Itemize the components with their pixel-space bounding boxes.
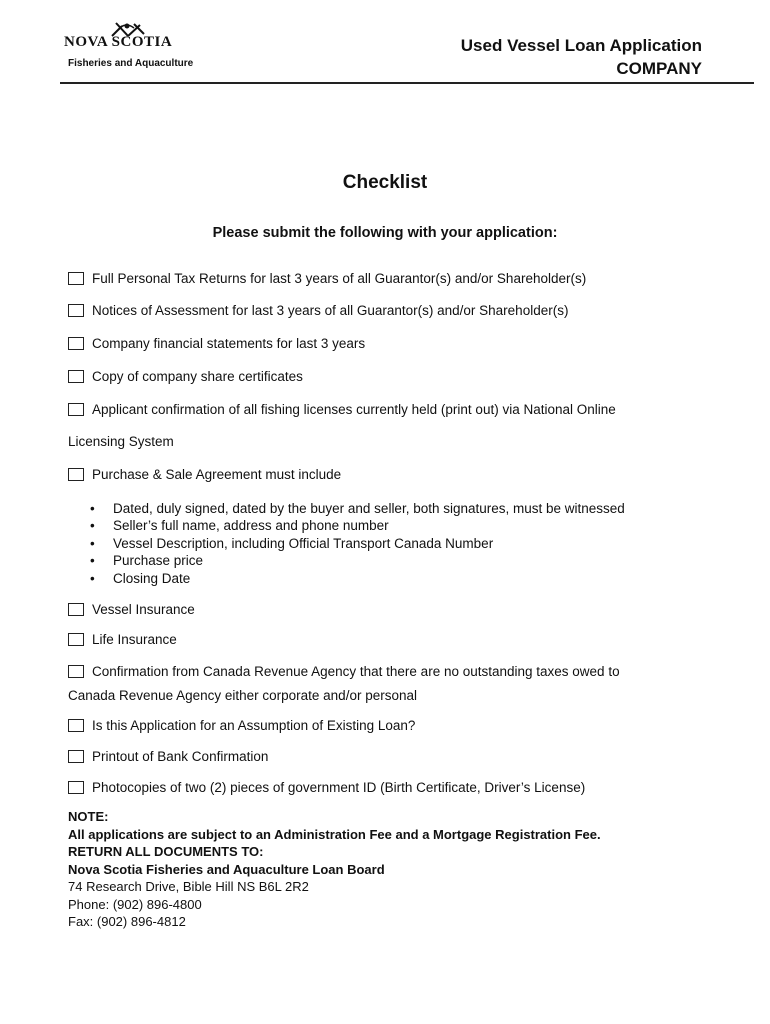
page-subtitle: Please submit the following with your application: [212, 225, 558, 241]
logo-name: NOVA SCOTIA [64, 34, 173, 50]
checklist-item-purchase-sale-agreement[interactable] [68, 467, 341, 482]
checklist-item-label: Is this Application for an Assumption of Existing Loan? [92, 718, 416, 733]
checklist-item-label: Printout of Bank Confirmation [92, 749, 269, 764]
checkbox[interactable] [68, 468, 84, 481]
fee-note: All applications are subject to an Administration Fee and a Mortgage Registration Fee. [68, 826, 601, 842]
checkbox[interactable] [68, 304, 84, 317]
agreement-requirements-list [90, 500, 625, 587]
page-header [60, 18, 754, 84]
page-title: Checklist [342, 172, 428, 193]
checkbox[interactable] [68, 370, 84, 383]
checklist-item-cra-confirmation[interactable] [68, 664, 620, 679]
footer-notes [68, 808, 601, 931]
checklist-item-government-id[interactable] [68, 780, 585, 795]
list-item: • Vessel Description, including Official Transport Canada Number [90, 535, 625, 552]
checklist-item-label: Vessel Insurance [92, 602, 195, 617]
note-label: NOTE: [68, 809, 109, 824]
phone: Phone: (902) 896-4800 [68, 896, 202, 912]
return-label: RETURN ALL DOCUMENTS TO: [68, 844, 264, 859]
logo-subtitle: Fisheries and Aquaculture [68, 58, 194, 69]
checklist-item-label: Confirmation from Canada Revenue Agency that there are no outstanding taxes owed to [92, 664, 620, 679]
checklist-item-life-insurance[interactable] [68, 632, 177, 647]
list-item: • Purchase price [90, 552, 625, 569]
title-line-2: COMPANY [616, 59, 702, 78]
checkbox[interactable] [68, 272, 84, 285]
fax: Fax: (902) 896-4812 [68, 914, 186, 929]
checkbox[interactable] [68, 403, 84, 416]
checklist-item-label: Company financial statements for last 3 years [92, 336, 366, 351]
checklist-item-label: Purchase & Sale Agreement must include [92, 467, 342, 482]
checklist-item-continuation: Canada Revenue Agency either corporate and/or personal [68, 688, 417, 703]
checklist-item-label: Applicant confirmation of all fishing licenses currently held (print out) via National Online [92, 402, 616, 417]
checkbox[interactable] [68, 633, 84, 646]
checkbox[interactable] [68, 719, 84, 732]
title-line-1: Used Vessel Loan Application [460, 36, 702, 55]
address: 74 Research Drive, Bible Hill NS B6L 2R2 [68, 879, 309, 894]
checklist-item-label: Full Personal Tax Returns for last 3 years of all Guarantor(s) and/or Shareholder(s) [92, 271, 587, 286]
document-title [461, 34, 702, 80]
checklist-item-assumption-loan[interactable] [68, 718, 415, 733]
checklist-item-bank-confirmation[interactable] [68, 749, 268, 764]
checklist-item-label: Life Insurance [92, 632, 177, 647]
checkbox[interactable] [68, 750, 84, 763]
checklist-item-label: Notices of Assessment for last 3 years of all Guarantor(s) and/or Shareholder(s) [92, 303, 569, 318]
checklist-item-financial-statements[interactable] [68, 336, 365, 351]
checklist-item-label: Photocopies of two (2) pieces of government ID (Birth Certificate, Driver’s License) [92, 780, 586, 795]
checklist-item-label: Copy of company share certificates [92, 369, 303, 384]
checklist-item-vessel-insurance[interactable] [68, 602, 195, 617]
checklist-item-share-certificates[interactable] [68, 369, 303, 384]
list-item: • Dated, duly signed, dated by the buyer and seller, both signatures, must be witnessed [90, 500, 625, 517]
list-item: • Closing Date [90, 570, 625, 587]
checkbox[interactable] [68, 603, 84, 616]
checkbox[interactable] [68, 781, 84, 794]
list-item: • Seller’s full name, address and phone number [90, 517, 625, 534]
checklist-item-tax-returns[interactable] [68, 271, 586, 286]
checklist-item-fishing-licenses[interactable] [68, 402, 616, 417]
checkbox[interactable] [68, 665, 84, 678]
checklist-item-continuation: Licensing System [68, 434, 174, 449]
checklist-item-notices-of-assessment[interactable] [68, 303, 568, 318]
checkbox[interactable] [68, 337, 84, 350]
organization-name: Nova Scotia Fisheries and Aquaculture Loan Board [68, 861, 385, 877]
